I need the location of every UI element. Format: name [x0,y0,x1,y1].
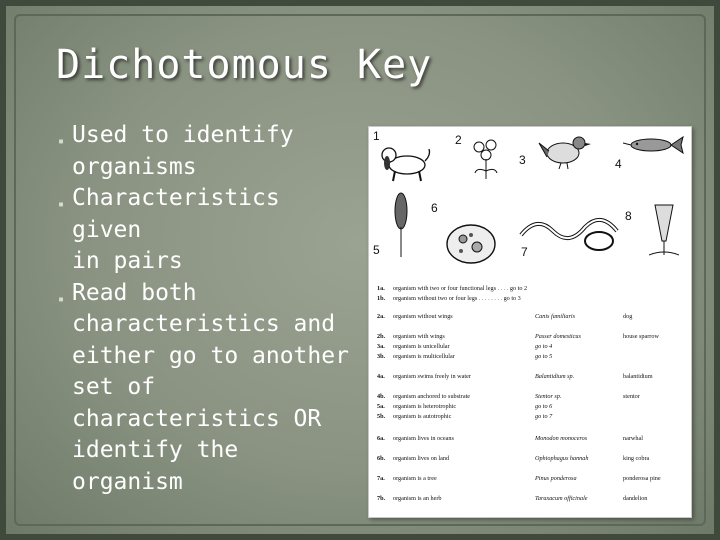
key-row [377,373,653,380]
key-text: organism is multicellular [393,353,455,360]
figure-number: 2 [455,133,462,147]
key-result: go to 5 [535,353,553,360]
key-row [377,475,661,482]
key-code: 5a. [377,403,385,410]
key-result: go to 7 [535,413,553,420]
key-common-name: stentor [623,393,640,400]
key-row [377,343,553,350]
key-text: organism lives in oceans [393,435,454,442]
key-text: organism with two or four functional legs [393,285,496,292]
bullet-item [58,183,362,278]
key-result: go to 6 [535,403,553,410]
bullet-icon: ▪ [58,293,65,305]
bullet-list [58,120,362,498]
key-text: organism lives on land [393,455,450,462]
plant-icon [469,137,503,181]
key-code: 2a. [377,313,385,320]
key-code: 3b. [377,353,386,360]
bullet-line: Characteristics given [72,185,280,243]
key-common-name: narwhal [623,435,643,442]
key-row [377,413,553,420]
key-result: go to 4 [535,343,553,350]
key-result: Pinus ponderosa [535,475,577,482]
key-row [377,353,553,360]
key-row [377,495,648,502]
key-result: Passer domesticus [535,333,581,340]
key-text: organism is an herb [393,495,442,502]
key-row [377,313,633,320]
key-result: go to 2 [509,285,528,292]
bullet-line: either go to another [72,342,349,369]
bullet-line: Read both [72,279,197,306]
key-code: 5b. [377,413,386,420]
key-code: 6b. [377,455,386,462]
key-common-name: dandelion [623,495,648,502]
bullet-line: in pairs [72,248,183,274]
key-result: Monodon monoceros [535,435,588,442]
sparrow-icon [537,131,595,171]
key-row: 1b. organism without two or four legs . . . . . . . . go to 3 [377,295,521,302]
bullet-icon: ▪ [58,199,65,210]
figure-number: 1 [373,129,380,143]
slide-title: Dichotomous Key [56,42,433,88]
key-result: Balantidium sp. [535,373,575,380]
figure-number: 3 [519,153,526,167]
key-common-name: ponderosa pine [623,475,661,482]
bullet-line: characteristics OR [72,405,322,432]
bullet-icon: ▪ [58,136,65,147]
bullet-line: characteristics and [72,311,336,337]
key-row [377,403,553,410]
key-code: 4b. [377,393,386,400]
fish-icon [623,133,685,157]
bullet-line: identify the organism [72,437,239,495]
figure-number: 8 [625,209,632,223]
key-code: 4a. [377,373,385,380]
key-result: Taraxacum officinale [535,495,588,502]
key-text: organism without two or four legs [393,295,478,302]
bullet-line: organisms [72,153,197,180]
key-common-name: balantidium [623,373,653,380]
bullet-item [58,278,362,499]
key-common-name: house sparrow [623,333,659,340]
key-text: organism is heterotrophic [393,403,457,410]
bullet-line: set of [72,374,156,400]
key-text: organism with wings [393,333,445,340]
key-row [377,435,643,442]
key-result: Ophiophagus hannah [535,455,589,462]
protozoan-icon [443,221,499,267]
bullet-line: Used to identify [72,122,294,148]
worm-icon [517,211,621,259]
key-code: 1b. [377,295,386,302]
key-text: organism swims freely in water [393,373,471,380]
key-code: 7b. [377,495,386,502]
grass-icon [391,189,411,259]
figure-number: 7 [521,245,528,259]
key-row [377,393,640,400]
key-result: Stentor sp. [535,393,562,400]
key-code: 7a. [377,475,385,482]
key-result: Canis familiaris [535,313,576,320]
key-text: organism is a tree [393,475,437,482]
stentor-icon [649,201,679,257]
key-code: 3a. [377,343,385,350]
key-text: organism is autotrophic [393,413,452,420]
key-code: 2b. [377,333,386,340]
figure-number: 5 [373,243,380,257]
key-row [377,455,650,462]
dichotomous-key-figure [368,126,692,518]
key-text: organism without wings [393,313,453,320]
key-row [377,333,659,340]
key-text: organism is unicellular [393,343,450,350]
key-row: 1a. organism with two or four functional legs . . . . go to 2 [377,285,528,292]
bullet-item [58,120,362,183]
figure-number: 6 [431,201,438,215]
key-result: go to 3 [503,295,521,302]
key-text: organism anchored to substrate [393,393,471,400]
key-code: 1a. [377,285,385,292]
dog-icon [377,141,435,183]
key-common-name: king cobra [623,455,650,462]
key-code: 6a. [377,435,385,442]
figure-number: 4 [615,157,622,171]
key-common-name: dog [623,313,633,320]
